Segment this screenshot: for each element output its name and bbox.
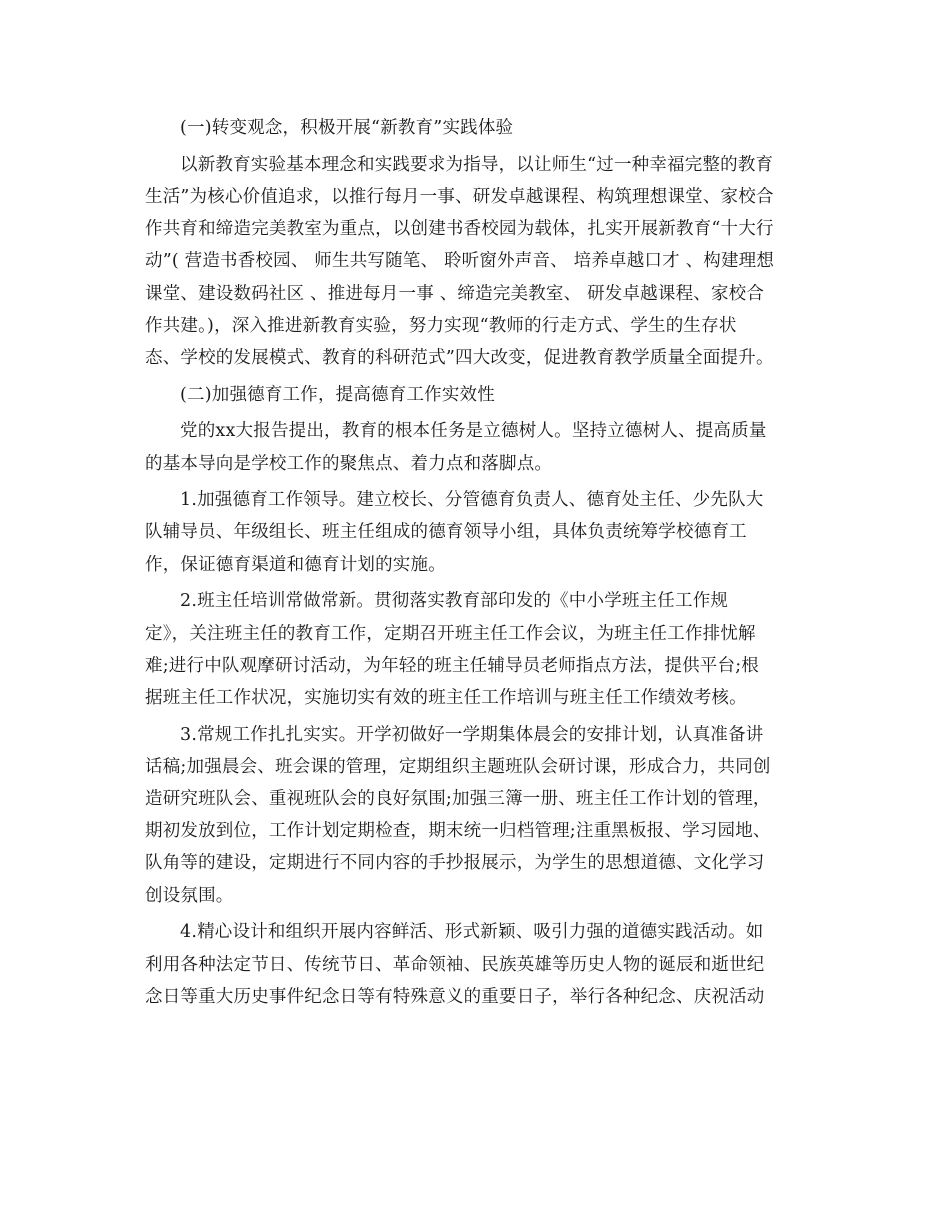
paragraph-item-3: 3.常规工作扎扎实实。开学初做好一学期集体晨会的安排计划，认真准备讲 话稿;加强晨会、班会课的管理，定期组织主题班队会研讨课，形成合力，共同创 造研究班队会、重视班队会的良好氛围;加强三簿一册、班主任工作计划的管理， 期初发放到位，工作计划定期检查，期末统一归档管理;注重黑板报、学习园地、 队角等的建设，定期进行不同内容的手抄报展示，为学生的思想道德、文化学习 创设氛围。	[145, 724, 771, 906]
paragraph-new-education: 以新教育实验基本理念和实践要求为指导，以让师生“过一种幸福完整的教育 生活”为核心价值追求，以推行每月一事、研发卓越课程、构筑理想课堂、家校合 作共育和缔造完美教室为重点，以创建书香校园为载体，扎实开展新教育“十大行 动”( 营造书香校园、 师生共写随笔、 聆听窗外声音、 培养卓越口才 、构建理想 课堂、建设数码社区 、推进每月一事 、缔造完美教室、 研发卓越课程、家校合 作共建。)，深入推进新教育实验，努力实现“教师的行走方式、学生的生存状 态、学校的发展模式、教育的科研范式”四大改变，促进教育教学质量全面提升。	[145, 154, 775, 368]
paragraph-item-1: 1.加强德育工作领导。建立校长、分管德育负责人、德育处主任、少先队大 队辅导员、年级组长、班主任组成的德育领导小组，具体负责统筹学校德育工 作，保证德育渠道和德育计划的实施。	[145, 490, 764, 575]
paragraph-item-4: 4.精心设计和组织开展内容鲜活、形式新颖、吸引力强的道德实践活动。如 利用各种法定节日、传统节日、革命领袖、民族英雄等历史人物的诞辰和逝世纪 念日等重大历史事件纪念日等有特殊意义的重要日子，举行各种纪念、庆祝活动	[145, 922, 765, 1007]
section-heading-1: (一)转变观念，积极开展“新教育”实践体验	[180, 118, 514, 138]
document-body	[145, 112, 805, 1017]
section-heading-2: (二)加强德育工作，提高德育工作实效性	[180, 384, 495, 405]
paragraph-item-2: 2.班主任培训常做常新。贯彻落实教育部印发的《中小学班主任工作规 定》，关注班主任的教育工作，定期召开班主任工作会议，为班主任工作排忧解 难;进行中队观摩研讨活动，为年轻的班主任辅导员老师指点方法，提供平台;根 据班主任工作状况，实施切实有效的班主任工作培训与班主任工作绩效考核。	[145, 591, 759, 708]
paragraph-moral-education-intro: 党的xx大报告提出，教育的根本任务是立德树人。坚持立德树人、提高质量 的基本导向是学校工作的聚焦点、着力点和落脚点。	[145, 421, 767, 474]
